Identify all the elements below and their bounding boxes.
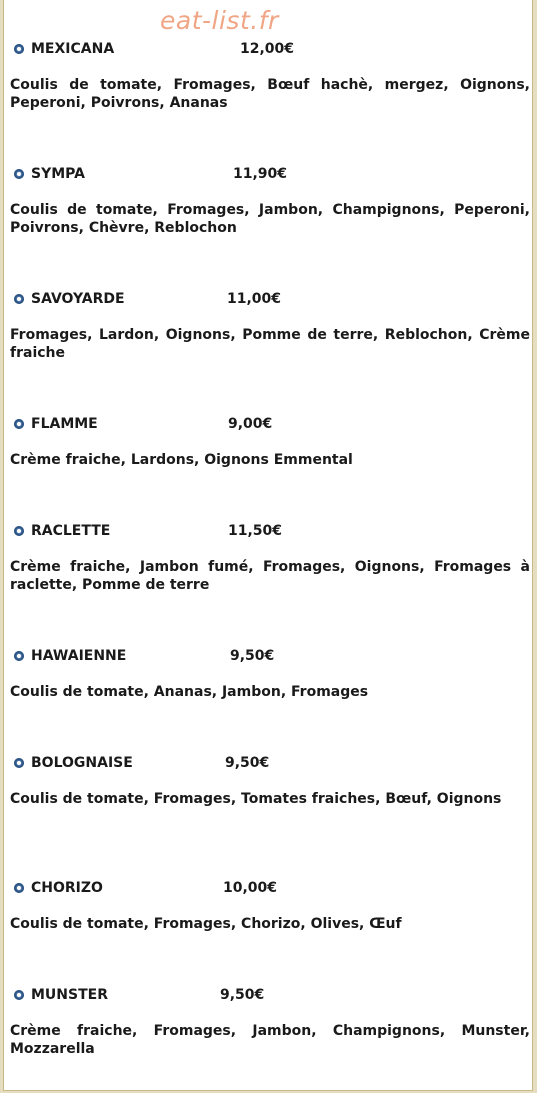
item-name: CHORIZO: [31, 880, 103, 896]
menu-item-flamme: [10, 415, 530, 469]
bullet-icon: [14, 169, 24, 179]
item-price: 10,00€: [223, 880, 278, 896]
item-name: SYMPA: [31, 166, 85, 182]
item-description: Fromages, Lardon, Oignons, Pomme de terre, Reblochon, Crème fraiche: [10, 327, 530, 361]
item-description: Coulis de tomate, Fromages, Jambon, Champignons, Peperoni, Poivrons, Chèvre, Reblochon: [10, 202, 530, 236]
bullet-icon: [14, 758, 24, 768]
watermark: eat-list.fr: [160, 6, 279, 35]
item-description: Crème fraiche, Lardons, Oignons Emmental: [10, 452, 353, 468]
menu-item-savoyarde: [10, 290, 530, 362]
menu-item-sympa: [10, 165, 530, 237]
item-description: Crème fraiche, Fromages, Jambon, Champignons, Munster, Mozzarella: [10, 1023, 530, 1057]
menu-item-bolognaise: [10, 754, 530, 808]
bullet-icon: [14, 44, 24, 54]
item-description: Coulis de tomate, Fromages, Tomates fraiches, Bœuf, Oignons: [10, 791, 502, 807]
menu-item-hawaienne: [10, 647, 530, 701]
item-description: Coulis de tomate, Ananas, Jambon, Fromages: [10, 684, 369, 700]
item-price: 11,50€: [228, 523, 283, 539]
item-price: 11,00€: [227, 291, 282, 307]
menu-item-mexicana: [10, 40, 530, 112]
item-price: 11,90€: [233, 166, 288, 182]
item-description: Coulis de tomate, Fromages, Chorizo, Olives, Œuf: [10, 916, 402, 932]
item-price: 12,00€: [240, 41, 295, 57]
item-description: Crème fraiche, Jambon fumé, Fromages, Oignons, Fromages à raclette, Pomme de terre: [10, 559, 530, 593]
item-name: HAWAIENNE: [31, 648, 127, 664]
item-price: 9,50€: [225, 755, 270, 771]
item-price: 9,50€: [230, 648, 275, 664]
bullet-icon: [14, 651, 24, 661]
item-name: SAVOYARDE: [31, 291, 125, 307]
menu-item-chorizo: [10, 879, 530, 933]
item-name: MUNSTER: [31, 987, 108, 1003]
item-name: BOLOGNAISE: [31, 755, 133, 771]
item-price: 9,00€: [228, 416, 273, 432]
item-name: MEXICANA: [31, 41, 115, 57]
item-name: FLAMME: [31, 416, 98, 432]
bullet-icon: [14, 990, 24, 1000]
item-name: RACLETTE: [31, 523, 111, 539]
item-price: 9,50€: [220, 987, 265, 1003]
menu-item-raclette: [10, 522, 530, 594]
bullet-icon: [14, 526, 24, 536]
bullet-icon: [14, 883, 24, 893]
bullet-icon: [14, 294, 24, 304]
menu-item-munster: [10, 986, 530, 1058]
bullet-icon: [14, 419, 24, 429]
item-description: Coulis de tomate, Fromages, Bœuf hachè, mergez, Oignons, Peperoni, Poivrons, Ananas: [10, 77, 530, 111]
